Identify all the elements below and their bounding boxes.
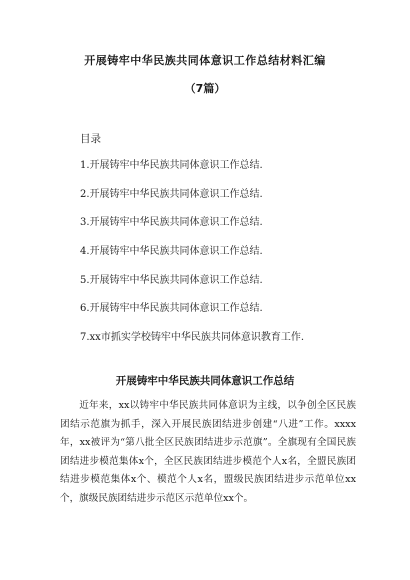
toc-item-3[interactable]: 3.开展铸牢中华民族共同体意识工作总结.	[80, 217, 263, 229]
toc-item-7[interactable]: 7.xx市抓实学校铸牢中华民族共同体意识教育工作.	[80, 332, 304, 344]
document-title: 开展铸牢中华民族共同体意识工作总结材料汇编	[84, 54, 326, 67]
body-paragraph: 近年来，xx以铸牢中华民族共同体意识为主线，以争创全区民族团结示范旗为抓手，深入开展民族团结进步创建“八进”工作。xxxx年，xx被评为“第八批全区民族团结进步示范旗”。全旗现有全国民族团结进步模范集体x个，全区民族团结进步模范个人x名，全盟民族团结进步模范集体x个、模范个人x名，盟级民族团结进步示范单位xx个，旗级民族团结进步示范区示范单位xx个。	[60, 400, 356, 504]
toc-item-6[interactable]: 6.开展铸牢中华民族共同体意识工作总结.	[80, 303, 263, 315]
toc-item-2[interactable]: 2.开展铸牢中华民族共同体意识工作总结.	[80, 188, 263, 200]
toc-item-5[interactable]: 5.开展铸牢中华民族共同体意识工作总结.	[80, 274, 263, 286]
section-title: 开展铸牢中华民族共同体意识工作总结	[115, 375, 295, 387]
toc-heading: 目录	[80, 133, 101, 145]
toc-item-4[interactable]: 4.开展铸牢中华民族共同体意识工作总结.	[80, 246, 263, 258]
toc-item-1[interactable]: 1.开展铸牢中华民族共同体意识工作总结.	[80, 160, 263, 171]
table-of-contents	[80, 156, 380, 357]
document-subtitle: （7篇）	[184, 82, 226, 95]
